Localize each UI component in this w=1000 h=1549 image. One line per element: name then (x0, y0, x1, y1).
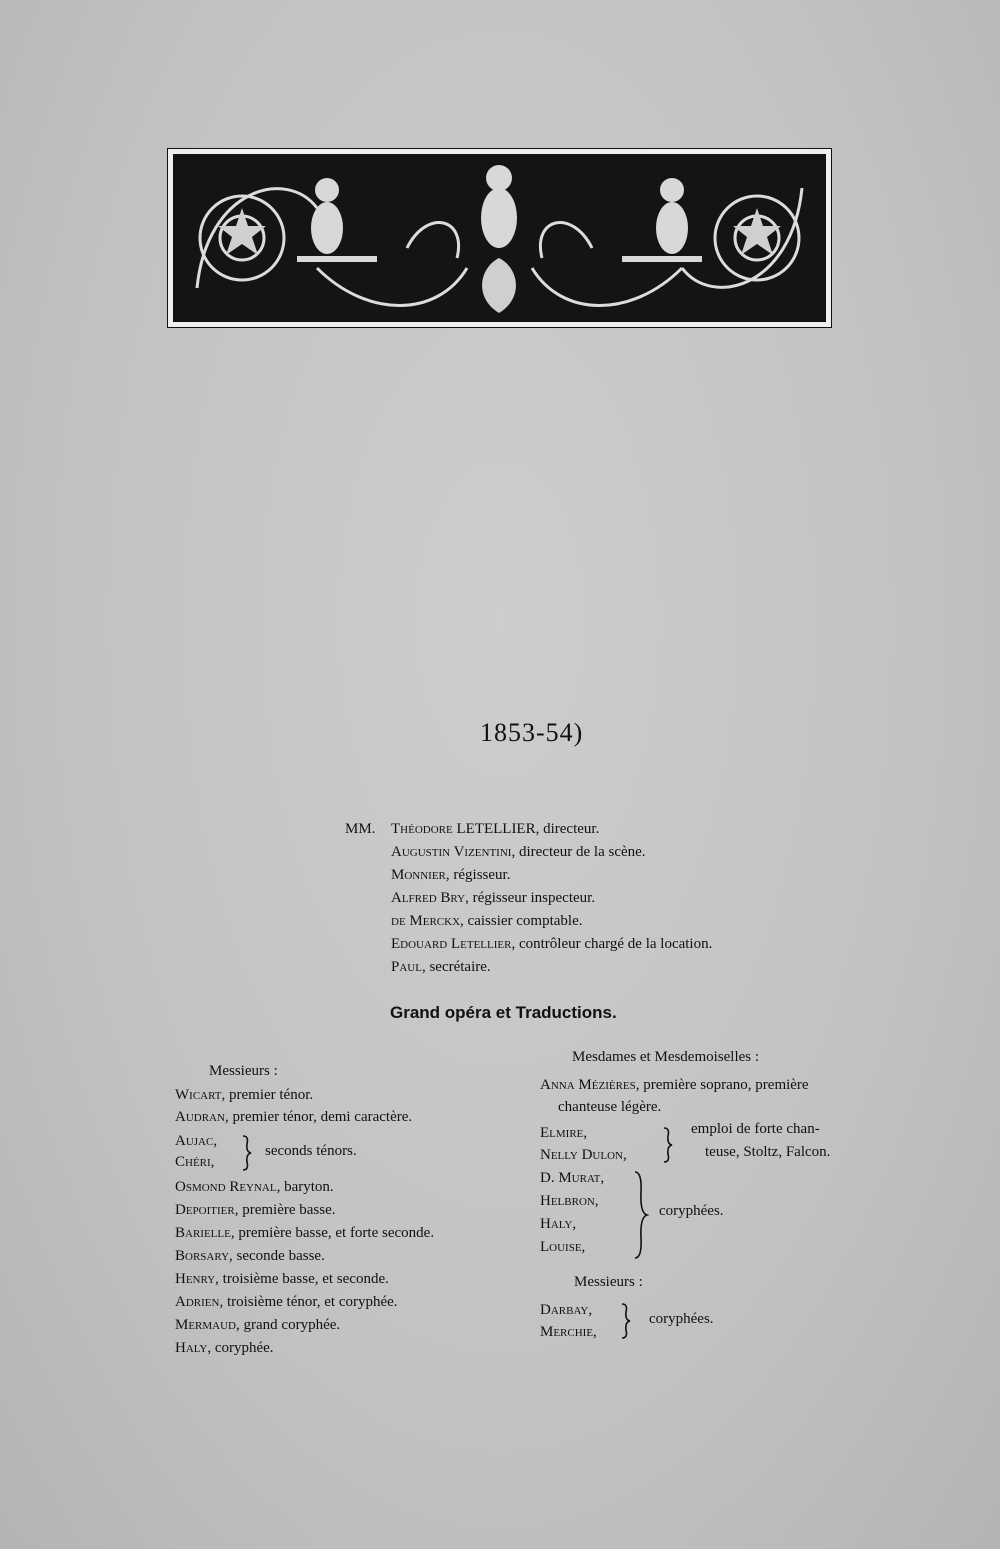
cast-line: Henry, troisième basse, et seconde. (175, 1271, 389, 1287)
right-header: Mesdames et Mesdemoiselles : (572, 1049, 760, 1065)
cast-line: Osmond Reynal, baryton. (175, 1179, 334, 1195)
staff-prefix: MM. (345, 821, 376, 837)
staff-line: Alfred Bry, régisseur inspecteur. (391, 890, 596, 906)
season-year: 1853-54) (480, 718, 584, 747)
cast-line: Helbron, (540, 1193, 599, 1209)
cast-line: Chéri, (175, 1154, 215, 1170)
cast-line: Elmire, (540, 1125, 588, 1141)
men-header: Messieurs : (574, 1274, 643, 1290)
cast-line: Merchie, (540, 1324, 597, 1340)
brace-icon (620, 1302, 632, 1340)
cast-line: Borsary, seconde basse. (175, 1248, 325, 1264)
staff-line: de Merckx, caissier comptable. (391, 913, 583, 929)
cast-line: Darbay, (540, 1302, 593, 1318)
group-label: coryphées. (649, 1311, 714, 1327)
cast-line: Audran, premier ténor, demi caractère. (175, 1109, 413, 1125)
cast-line: Haly, coryphée. (175, 1340, 274, 1356)
cast-line: Mermaud, grand coryphée. (175, 1317, 341, 1333)
brace-icon (241, 1134, 253, 1172)
cast-line: Depoitier, première basse. (175, 1202, 336, 1218)
cast-line: Anna Mézières, première soprano, première (540, 1077, 809, 1093)
section-title: Grand opéra et Traductions. (390, 1003, 617, 1022)
ornamental-banner (167, 148, 832, 328)
cast-line: Louise, (540, 1239, 586, 1255)
cast-line: Haly, (540, 1216, 577, 1232)
cast-line-cont: chanteuse légère. (558, 1099, 662, 1115)
group-label: seconds ténors. (265, 1143, 357, 1159)
cast-line: Adrien, troisième ténor, et coryphée. (175, 1294, 398, 1310)
staff-line: Théodore LETELLIER, directeur. (391, 821, 600, 837)
group-label: coryphées. (659, 1203, 724, 1219)
left-header: Messieurs : (209, 1063, 278, 1079)
brace-icon (662, 1126, 674, 1164)
brace-icon (633, 1170, 649, 1260)
cast-line: Wicart, premier ténor. (175, 1087, 314, 1103)
cast-line: Aujac, (175, 1133, 218, 1149)
right-column (540, 1046, 885, 1346)
cast-line: Barielle, première basse, et forte seconde. (175, 1225, 435, 1241)
staff-line: Augustin Vizentini, directeur de la scène. (391, 844, 646, 860)
forte-label-2: teuse, Stoltz, Falcon. (705, 1144, 831, 1160)
cast-line: D. Murat, (540, 1170, 605, 1186)
staff-line: Edouard Letellier, contrôleur chargé de la location. (391, 936, 713, 952)
left-column (175, 1060, 535, 1360)
staff-line: Monnier, régisseur. (391, 867, 511, 883)
staff-line: Paul, secrétaire. (391, 959, 491, 975)
forte-label-1: emploi de forte chan- (691, 1121, 820, 1137)
cast-line: Nelly Dulon, (540, 1147, 627, 1163)
